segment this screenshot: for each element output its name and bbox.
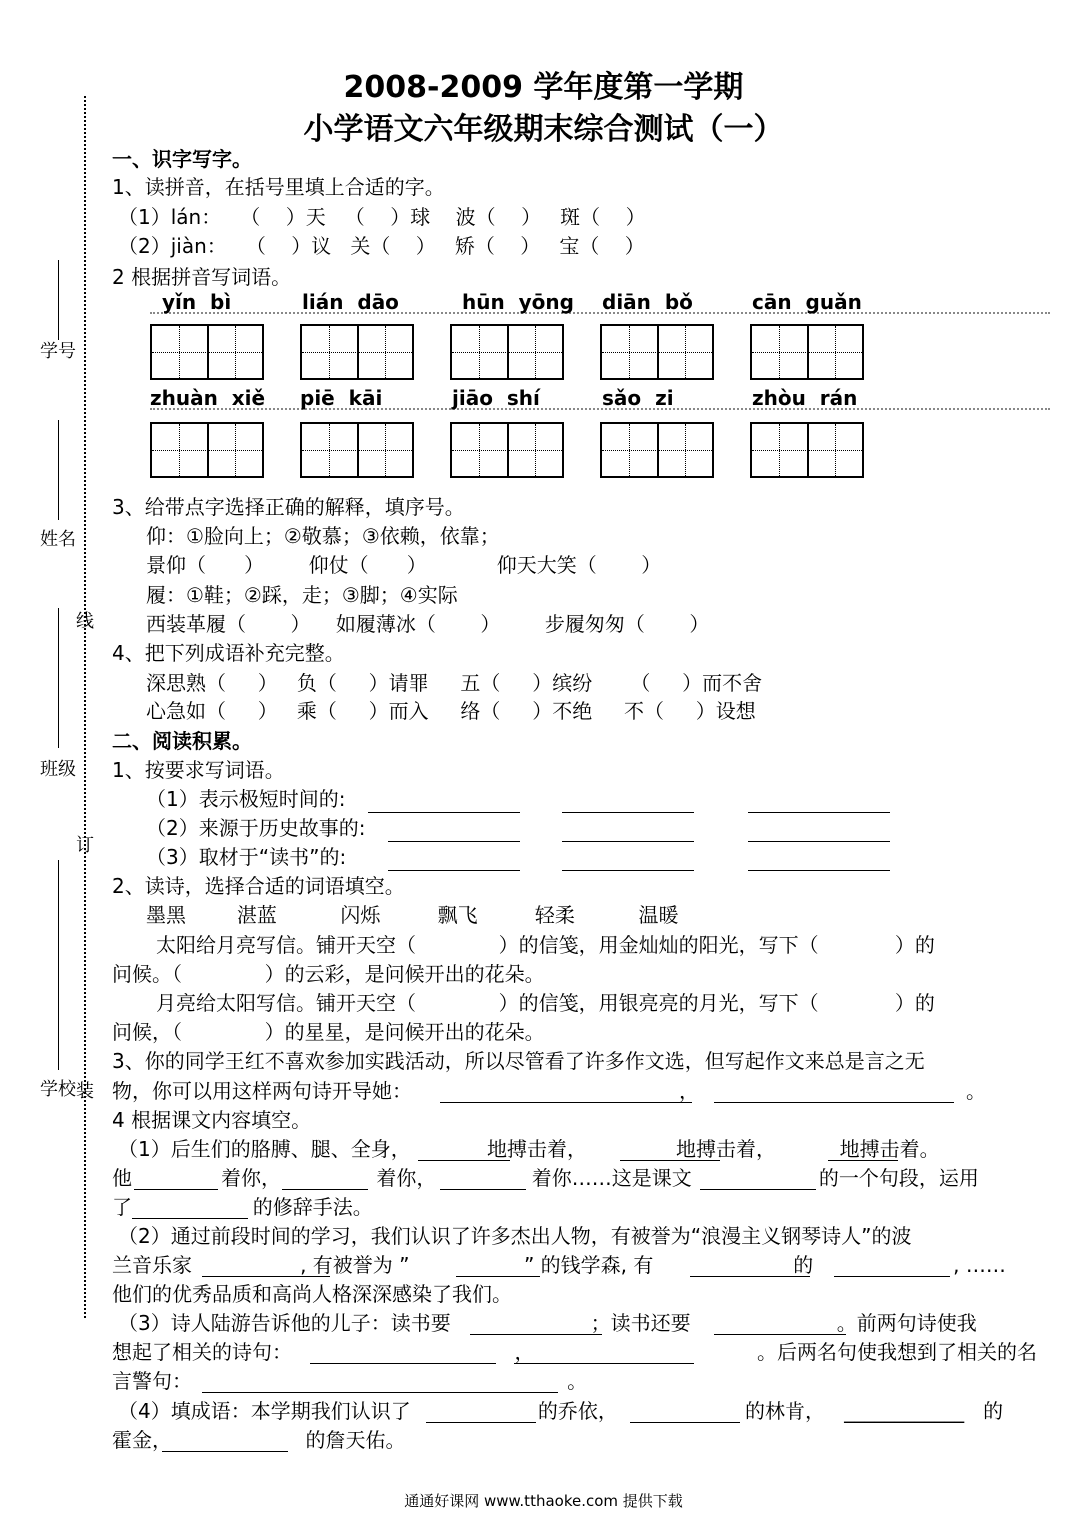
blank-student-name[interactable] [58,420,59,520]
answer-blank[interactable] [388,870,520,871]
poem-para1-line1: 太阳给月亮写信。铺开天空（ ）的信笺，用金灿灿的阳光，写下（ ）的 [156,933,935,957]
answer-blank[interactable] [562,841,694,842]
answer-blank[interactable] [440,1102,692,1103]
q2-4-2-line1: （2）通过前段时间的学习，我们认识了许多杰出人物，有被誉为“浪漫主义钢琴诗人”的波 [118,1224,912,1248]
q2-4-2-line2: 兰音乐家 , 有被誉为 ” ” 的钱学森, 有 的 , …… [112,1253,1006,1277]
answer-blank[interactable] [834,1276,950,1277]
question-2-1-c: （3）取材于“读书”的: [146,845,347,869]
answer-blank[interactable] [714,1102,954,1103]
exam-title-line1: 2008-2009 学年度第一学期 [343,70,744,105]
pinyin-8: jiāo shí [452,386,540,410]
writing-grid[interactable] [450,422,564,478]
writing-grid[interactable] [300,324,414,380]
binding-line [84,96,86,1318]
blank-student-id[interactable] [58,260,59,340]
question-2-4: 4 根据课文内容填空。 [112,1108,312,1132]
pinyin-1: yǐn bì [162,290,232,314]
answer-blank[interactable] [134,1189,218,1190]
q2-4-2-line3: 他们的优秀品质和高尚人格深深感染了我们。 [112,1282,512,1306]
question-1-4-row1: 深思熟（ ） 负（ ）请罪 五（ ）缤纷 （ ）而不舍 [146,671,763,695]
label-school: 学校 [40,1079,76,1100]
writing-grid[interactable] [750,422,864,478]
answer-blank[interactable] [418,1160,510,1161]
answer-blank[interactable] [620,1160,720,1161]
answer-blank[interactable] [202,1392,558,1393]
pinyin-5: cān guǎn [752,290,862,314]
answer-blank[interactable] [426,1422,536,1423]
exam-title-line2: 小学语文六年级期末综合测试（一） [303,112,784,147]
label-student-id: 学号 [40,341,76,362]
answer-blank[interactable] [202,1276,330,1277]
pinyin-4: diān bǒ [602,290,693,314]
poem-para1-line2: 问候。（ ）的云彩，是问候开出的花朵。 [112,962,545,986]
writing-grid[interactable] [750,324,864,380]
writing-grid[interactable] [600,422,714,478]
pinyin-9: sǎo zi [602,386,674,410]
answer-blank[interactable] [132,1218,248,1219]
q2-4-4-line2: 霍金， 的詹天佑。 [112,1428,406,1452]
answer-blank[interactable] [470,1334,602,1335]
answer-blank[interactable] [368,812,520,813]
question-2-1-a: （1）表示极短时间的: [146,787,346,811]
label-student-name: 姓名 [40,529,76,550]
writing-grid[interactable] [300,422,414,478]
q2-4-3-line2: 想起了相关的诗句： ， 。后两名句使我想到了相关的名 [112,1340,1038,1364]
question-2-1-b: （2）来源于历史故事的: [146,816,366,840]
pinyin-dotted-line-1 [150,312,1050,314]
blank-class[interactable] [58,608,59,748]
answer-blank[interactable] [748,870,890,871]
answer-blank[interactable] [456,1276,540,1277]
answer-blank[interactable] [714,1334,846,1335]
word-bank: 墨黑 湛蓝 闪烁 飘飞 轻柔 温暖 [146,903,679,927]
footer-credit: 通通好课网 www.tthaoke.com 提供下载 [404,1492,683,1510]
answer-blank[interactable] [388,841,520,842]
pinyin-2: lián dāo [302,290,399,314]
pinyin-10: zhòu rán [752,386,858,410]
pinyin-dotted-line-2 [150,408,1050,410]
answer-blank[interactable] [310,1363,496,1364]
question-1-3-row2: 西装革履（ ） 如履薄冰（ ） 步履匆匆（ ） [146,612,710,636]
question-2-1: 1、按要求写词语。 [112,758,285,782]
q2-4-1-line1: （1）后生们的胳膊、腿、全身， 地搏击着， 地搏击着， 地搏击着。 [118,1137,940,1161]
answer-blank[interactable] [828,1160,898,1161]
label-cut-line: 线 [76,611,94,632]
section2-heading: 二、阅读积累。 [112,729,252,753]
question-1-1-row2: （2）jiàn： （ ）议 关（ ） 矫（ ） 宝（ ） [118,234,645,258]
writing-grid[interactable] [450,324,564,380]
answer-blank[interactable] [690,1276,810,1277]
writing-grid[interactable] [150,422,264,478]
q2-4-4-line1: （4）填成语：本学期我们认识了 的乔依， 的林肯， ____________ 的 [118,1399,1004,1423]
answer-blank[interactable] [748,812,890,813]
q2-4-3-line3: 言警句： 。 [112,1369,588,1393]
poem-para2-line1: 月亮给太阳写信。铺开天空（ ）的信笺，用银亮亮的月光，写下（ ）的 [156,991,935,1015]
label-class: 班级 [40,759,76,780]
pinyin-7: piē kāi [300,386,383,410]
answer-blank[interactable] [440,1189,526,1190]
question-1-3-row1: 景仰（ ） 仰仗（ ） 仰天大笑（ ） [146,553,662,577]
answer-blank[interactable] [514,1363,694,1364]
answer-blank[interactable] [748,841,890,842]
q2-4-1-line2: 他 着你， 着你， 着你……这是课文 的一个句段，运用 [112,1166,979,1190]
q2-4-1-line3: 了 的修辞手法。 [112,1195,373,1219]
pinyin-6: zhuàn xiě [150,386,266,410]
question-1-1-row1: （1）lán： （ ）天 （ ）球 波（ ） 斑（ ） [118,205,646,229]
writing-grid[interactable] [150,324,264,380]
answer-blank[interactable] [630,1422,740,1423]
answer-blank[interactable] [282,1189,368,1190]
label-bind: 订 [76,835,94,856]
question-1-3: 3、给带点字选择正确的解释，填序号。 [112,495,465,519]
question-2-3-line2: 物，你可以用这样两句诗开导她： ， 。 [112,1079,987,1103]
blank-school[interactable] [58,860,59,1070]
writing-grid[interactable] [600,324,714,380]
answer-blank[interactable] [562,870,694,871]
question-1-3-def-lv: 履：①鞋；②踩，走；③脚；④实际 [146,583,458,607]
question-2-3-line1: 3、你的同学王红不喜欢参加实践活动，所以尽管看了许多作文选，但写起作文来总是言之无 [112,1049,925,1073]
question-2-2: 2、读诗，选择合适的词语填空。 [112,874,405,898]
question-1-4-row2: 心急如（ ） 乘（ ）而入 络（ ）不绝 不（ ）设想 [146,699,756,723]
label-staple: 装 [76,1081,94,1102]
section1-heading: 一、识字写字。 [112,147,252,171]
question-1-3-def-yang: 仰：①脸向上；②敬慕；③依赖，依靠； [146,524,500,548]
pinyin-3: hūn yōng [462,290,574,314]
poem-para2-line2: 问候，（ ）的星星，是问候开出的花朵。 [112,1020,545,1044]
question-1-1: 1、读拼音，在括号里填上合适的字。 [112,175,445,199]
answer-blank[interactable] [562,812,694,813]
q2-4-3-line1: （3）诗人陆游告诉他的儿子：读书要 ；读书还要 。前两句诗使我 [118,1311,977,1335]
question-1-4: 4、把下列成语补充完整。 [112,641,345,665]
answer-blank[interactable] [162,1451,288,1452]
answer-blank[interactable] [700,1189,816,1190]
question-1-2: 2 根据拼音写词语。 [112,265,292,289]
